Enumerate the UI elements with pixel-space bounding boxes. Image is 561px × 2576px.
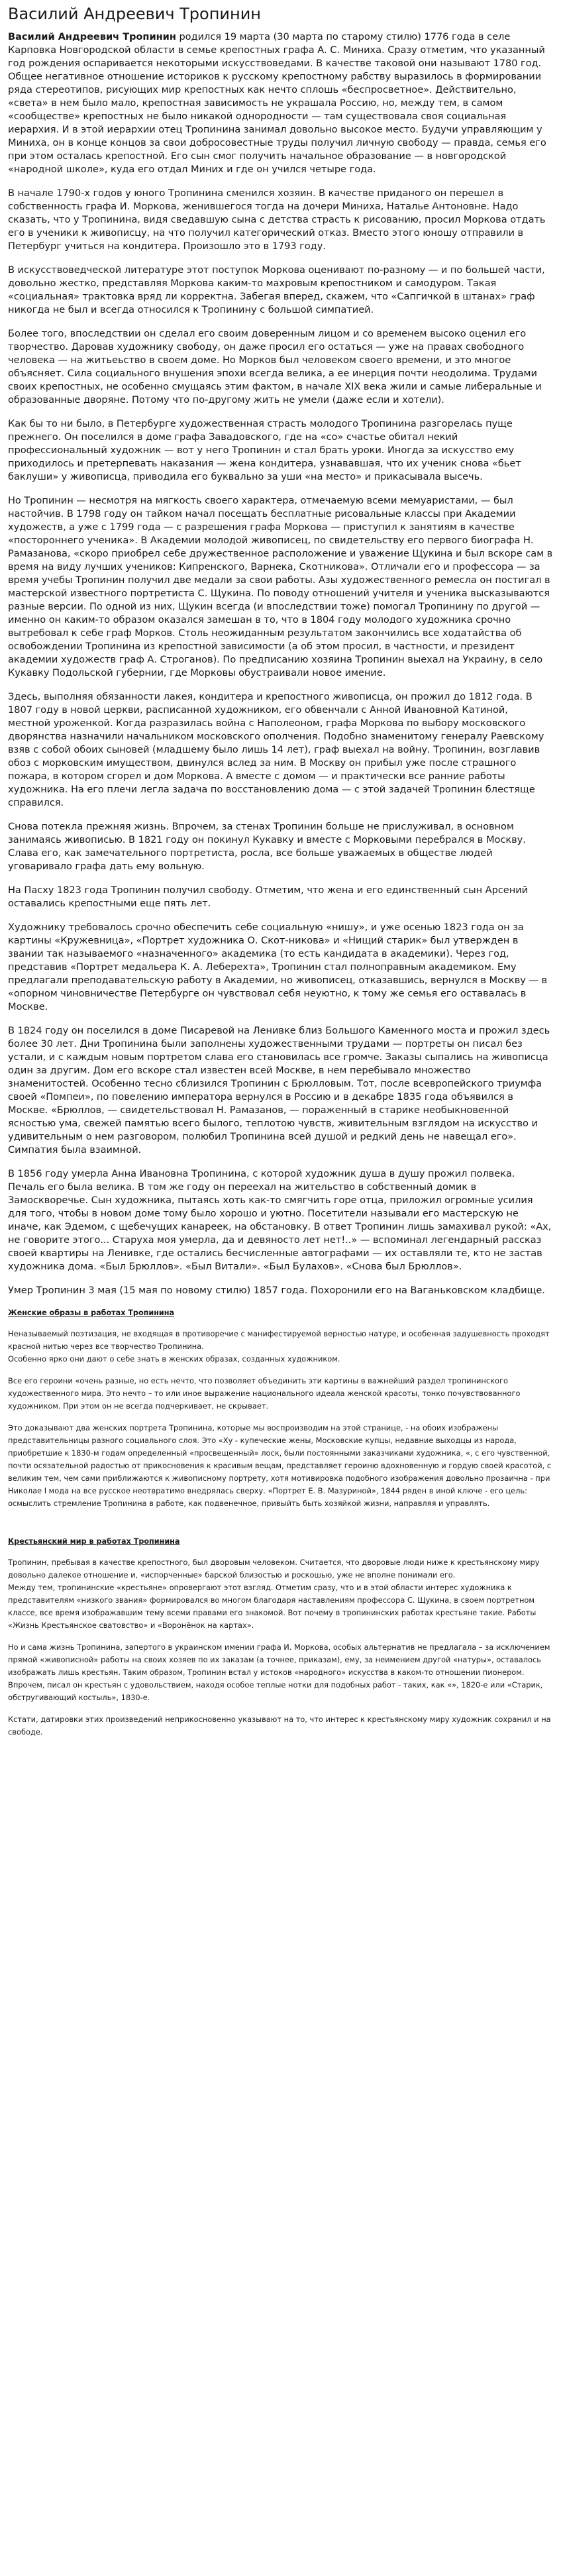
paragraph: Как бы то ни было, в Петербурге художественная страсть молодого Тропинина разгорелась пуще прежнего. Он поселился в доме графа Завадовского, где на «со» счастье обитал некий профессиональный художник — вот у него Тропинин и стал брать уроки. Иногда за искусство ему приходилось и претерпевать наказания — жена кондитера, узнававшая, что их ученик снова «бьет баклуши» у живописца, приводила его буквально за уши «на место» и прикасывала высечь. — [8, 418, 521, 482]
paragraph: Между тем, тропининские «крестьяне» опровергают этот взгляд. Отметим сразу, что и в этой области интерес художника к представителям «низкого звания» формировался во многом благодаря наставлениям профессора С. Щукина, в своем портретном классе, все время изображавшим тему всеми правами его знакомой. Вот почему в тропининских работах крестьяне такие. Работы «Жизнь Крестьянское сватовство» и «Воронёнок на картах». — [8, 1583, 536, 1630]
section-heading-peasants: Крестьянский мир в работах Тропинина — [8, 1537, 180, 1546]
paragraph: Художнику требовалось срочно обеспечить себе социальную «нишу», и уже осенью 1823 года он за картины «Кружевница», «Портрет художника О. Скот-никова» и «Нищий старик» был утвержден в звании так называемого «назначенного» академика (то есть кандидата в академики). Через год, представив «Портрет медальера К. А. Леберехта», Тропинин стал полноправным академиком. Ему предлагали преподавательскую работу в Академии, но живописец, отказавшись, вернулся в Москву — в «опорном чиновничестве Петербурге он чувствовал себя неуютно, к тому же семья его оставалась в Москве. — [8, 922, 548, 1012]
paragraph: В 1824 году он поселился в доме Писаревой на Ленивке близ Большого Каменного моста и прожил здесь более 30 лет. Дни Тропинина были заполнены художественными трудами — портреты он писал без устали, и с каждым новым портретом слава его становилась все громче. Заказы сыпались на живописца один за другим. Дом его вскоре стал известен всей Москве, в нем перебывало множество знаменитостей. Особенно тесно сблизился Тропинин с Брюлловым. Тот, после всевропейского триумфа своей «Помпеи», по повелению императора вернулся в Россию и в декабре 1835 года объявился в Москве. «Брюллов, — свидетельствовал Н. Рамазанов, — пораженный в старике необыкновенной ясностью ума, свежей памятью всего былого, теплотою чувств, живительным взглядом на искусство и удивительным о нем разговором, полюбил Тропинина всей душой и редкий день не навещал его». Симпатия была взаимной. — [8, 1025, 550, 1155]
subject-name: Василий Андреевич Тропинин — [8, 31, 176, 42]
paragraph: В 1856 году умерла Анна Ивановна Тропинина, с которой художник душа в душу прожил полвека. Печаль его была велика. В том же году он переехал на жительство в собственный домик в Замоскворечье. Сын художника, пытаясь хоть как-то смягчить горе отца, приложил огромные усилия для того, чтобы в новом доме тому было хорошо и уютно. Посетители называли его мастерскую не иначе, как Эдемом, с щебечущих канареек, на обстановку. В ответ Тропинин лишь замахивал рукой: «Ах, не говорите этого... Старуха моя умерла, да и девяносто лет нет!..» — вспоминал легендарный рассказ своей квартиры на Ленивке, где остались бесчисленные автографами — их оставляли те, кто не застав художника дома. «Был Брюллов». «Был Витали». «Был Булахов». «Снова был Брюллов». — [8, 1168, 552, 1272]
paragraph: Более того, впоследствии он сделал его своим доверенным лицом и со временем высоко оценил его творчество. Даровав художнику свободу, он даже просил его остаться — уже на правах свободного человека — на житьеьство в своем доме. Но Морков был человеком своего времени, и это многое объясняет. Сила социального внушения эпохи всегда велика, а ее инерция почти неодолима. Трудами своих крепостных, не особенно смущаясь этим фактом, в начале XIX века жили и самые либеральные и образованные дворяне. Потому что по-другому жить не умели (даже если и хотели). — [8, 328, 542, 405]
paragraph: Кстати, датировки этих произведений неприкосновенно указывают на то, что интерес к крестьянскому миру художник сохранил и на свободе. — [8, 1715, 551, 1737]
paragraph: В начале 1790-х годов у юного Тропинина сменился хозяин. В качестве приданого он перешел в собственность графа И. Моркова, женившегося тогда на дочери Миниха, Наталье Антоновне. Надо сказать, что у Тропинина, видя сведавшую сына с детства страсть к рисованию, просил Моркова отдать его в ученики к живописцу, на что получил категорический отказ. Вместо этого юношу отправили в Петербург учиться на кондитера. Произошло это в 1793 году. — [8, 188, 546, 252]
paragraph: Общее негативное отношение историков к русскому крепостному рабству выразилось в формировании ряда стереотипов, рисующих мир крепостных как нечто сплошь «беспросветное». Действительно, «света» в нем было мало, крепостная зависимость не украшала Россию, но, между тем, в самом «сообществе» крепостных не было никакой однородности — там существовала своя социальная иерархия. И в этой иерархии отец Тропинина занимал довольно высокое место. Будучи управляющим у Миниха, он в конце концов за свои добросовестные труды получил личную свободу — правда, семья его при этом осталась крепостной. Его сын смог получить начальное образование — в новгородской «народной школе», куда его отдал Миних и где он учился четыре года. — [8, 71, 546, 175]
paragraph: Но Тропинин — несмотря на мягкость своего характера, отмечаемую всеми мемуаристами, — был настойчив. В 1798 году он тайком начал посещать бесплатные рисовальные классы при Академии художеств, а уже с 1799 года — с разрешения графа Моркова — приступил к занятиям в качестве «постороннего ученика». В Академии молодой живописец, по свидетельству его первого биографа Н. Рамазанова, «скоро приобрел себе дружественное расположение и уважение Щукина и был вскоре сам в время на виду лучших учеников: Кипренского, Варнека, Скотникова». Отличали его и профессора — за время учебы Тропинин получил две медали за свои работы. Азы художественного ремесла он постигал в мастерской известного портретиста С. Щукина. По поводу отношений учителя и ученика высказываются разные версии. По одной из них, Щукин всегда (и впоследствии тоже) помогал Тропинину по другой — именно он каким-то образом оказался замешан в то, что в 1804 году молодого художника срочно вытребовал к себе граф Морков. Столь неожиданным результатом закончились все ходатайства об освобождении Тропинина из крепостной зависимости (а об этом просил, в частности, и президент академии художеств граф А. Строганов). По предписанию хозяина Тропинин выехал на Украину, в село Кукавку Подольской губернии, где Морковы обустраивали новое имение. — [8, 495, 553, 678]
paragraph — [8, 30, 553, 70]
paragraph: Это доказывают два женских портрета Тропинина, которые мы воспроизводим на этой странице, - на обоих изображены представительницы разного социального слоя. Это «Ху - купеческие жены, Московские купцы, недавние выходцы из народа, приобретшие к 1830-м годам определенный «просвещенный» лоск, были постоянными заказчиками художника, «, с его чувственной, почти осязательной радостью от прикосновения к красивым вещам, представляет героиню вдохновенную и гордую своей красотой, с великим тем, чем сами приближаются к живописному портрету, хотя мотивировка подобного изображения довольно прозаична - при Николае I мода на все русское неотвратимо внедрялась сверху. «Портрет Е. В. Мазуриной», 1844 ряден в иной ключе - его цель: осмыслить стремление Тропинина в работе, как подвенечное, привыйть быть хозяйкой жизни, направляя и управлять. — [8, 1423, 552, 1508]
paragraph-text: родился 19 марта (30 марта по старому стилю) 1776 года в селе Карповка Новгородской области в семье крепостных графа А. С. Миниха. Сразу отметим, что указанный год рождения оспаривается некоторыми искусствоведами. В качестве таковой они называют 1780 год. — [8, 31, 545, 69]
paragraph: Здесь, выполняя обязанности лакея, кондитера и крепостного живописца, он прожил до 1812 года. В 1807 году в новой церкви, расписанной художником, его обвенчали с Анной Ивановной Катиной, местной уроженкой. Когда разразилась война с Наполеоном, графа Моркова по выбору московского дворянства назначили начальником московского ополчения. Подобно знаменитому генералу Раевскому взяв с собой обоих сыновей (младшему было лишь 14 лет), граф выехал на войну. Тропинин, возглавив обоз с морковским имуществом, двинулся вслед за ним. В Москву он прибыл уже после страшного пожара, в котором сгорел и дом Моркова. А вместе с домом — и практически все ранние работы художника. На его плечи легла задача по восстановлению дома — с этой задачей Тропинин блестяще справился. — [8, 691, 544, 808]
paragraph: Умер Тропинин 3 мая (15 мая по новому стилю) 1857 года. Похоронили его на Ваганьковском кладбище. — [8, 1285, 545, 1296]
biography-section — [8, 30, 553, 1297]
paragraph: В искусствоведческой литературе этот поступок Моркова оценивают по-разному — и по большей части, довольно жестко, представляя Моркова каким-то махровым крепостником и самодуром. Такая «социальная» трактовка вряд ли корректна. Забегая вперед, скажем, что «Сапгичкой в штанах» граф никогда не был и всегда относился к Тропинину с большой симпатией. — [8, 264, 545, 315]
paragraph: Все его героини «очень разные, но есть нечто, что позволяет объединить эти картины в важнейший раздел тропининского художественного мира. Это нечто – то или иное выражение национального идеала женской красоты, тонко почувствованного художником. При этом он не всегда подчеркивает, не скрывает. — [8, 1376, 521, 1411]
spacer — [8, 1519, 553, 1536]
appendix-section — [8, 1308, 553, 1739]
page-title: Василий Андреевич Тропинин — [8, 5, 261, 23]
section-heading-women: Женские образы в работах Тропинина — [8, 1309, 175, 1317]
paragraph: Неназываемый поэтизация, не входящая в противоречие с манифестируемой верностью натуре, и особенная задушевность проходят красной нитью через все творчество Тропинина. — [8, 1329, 550, 1351]
paragraph: Особенно ярко они дают о себе знать в женских образах, созданных художником. — [8, 1354, 340, 1364]
paragraph: На Пасху 1823 года Тропинин получил свободу. Отметим, что жена и его единственный сын Арсений оставались крепостными еще пять лет. — [8, 885, 529, 909]
paragraph: Тропинин, пребывая в качестве крепостного, был дворовым человеком. Считается, что дворовые люди ниже к крестьянскому миру довольно далекое отношение и, «испорченные» барской близостью и роскошью, уже не вполне понимали его. — [8, 1558, 540, 1580]
paragraph: Но и сама жизнь Тропинина, запертого в украинском имении графа И. Моркова, особых альтернатив не предлагала – за исключением прямой «живописной» работы на своих хозяев по их заказам (а точнее, приказам), ему, за неимением другой «натуры», оставалось изображать лишь крестьян. Таким образом, Тропинин встал у истоков «народного» искусства в каком-то отношении пионером. Впрочем, писал он крестьян с удовольствием, находя особое теплые нотки для подобных работ - таких, как «», 1820-е или «Старик, обстругивающий костыль», 1830-е. — [8, 1642, 550, 1702]
paragraph: Снова потекла прежняя жизнь. Впрочем, за стенах Тропинин больше не прислуживал, в основном занимаясь живописью. В 1821 году он покинул Кукавку и вместе с Морковыми перебрался в Москву. Слава его, как замечательного портретиста, росла, все больше уважаемых в обществе людей уговаривало графа дать ему вольную. — [8, 821, 526, 872]
